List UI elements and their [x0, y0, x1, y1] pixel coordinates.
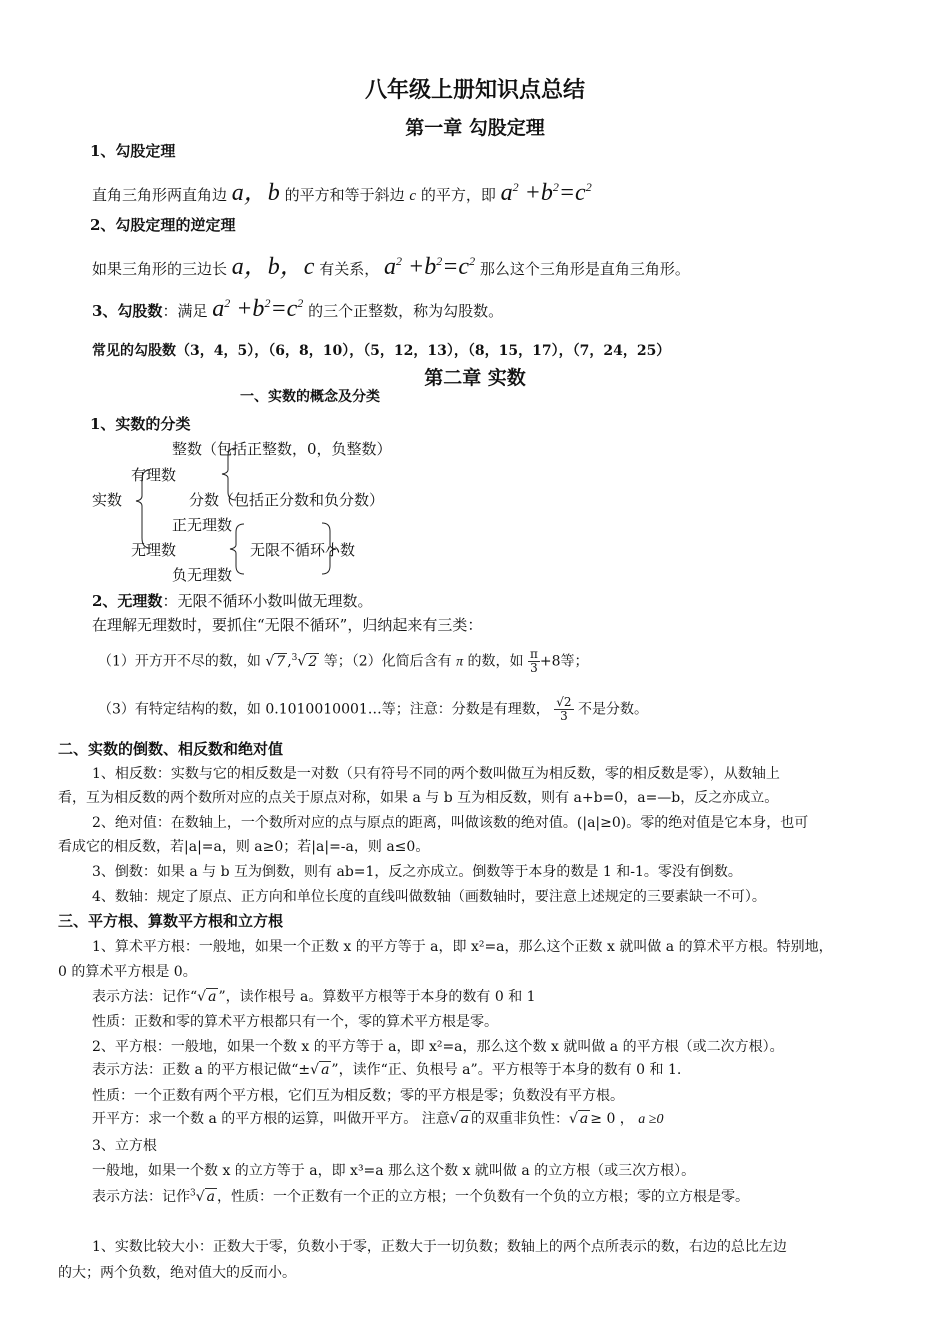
- page-title: 八年级上册知识点总结: [364, 77, 585, 103]
- text: 如果三角形的三边长: [92, 260, 228, 278]
- text: 不是分数。: [578, 701, 648, 718]
- variable: a，b，c: [231, 254, 315, 280]
- tree-node: 无限不循环小数: [250, 541, 356, 559]
- text: ≥ 0 ，: [590, 1111, 634, 1127]
- paragraph: （1）开方开不尽的数，如 √ 7 ,$^3$√ 2 等；（2）化简后含有 π 的数，如 $\frac{\pi}{3}$ +8等；: [98, 647, 589, 675]
- text: 直角三角形两直角边: [92, 186, 228, 204]
- text: 的双重非负性：: [470, 1111, 569, 1127]
- paragraph: 4、数轴：规定了原点、正方向和单位长度的直线叫做数轴（画数轴时，要注意上述规定的三要素缺一不可）。: [92, 889, 766, 905]
- text: 的数，如: [467, 653, 524, 670]
- section-title: 2、勾股定理的逆定理: [90, 216, 236, 234]
- paragraph: 一般地，如果一个数 x 的立方等于 a，即 x³=a 那么这个数 x 就叫做 a 的立方根（或三次方根）。: [92, 1163, 696, 1179]
- denominator: 3: [560, 709, 568, 723]
- formula: $a^2 +b^2=c^2$: [212, 296, 304, 322]
- tree-node: 负无理数: [172, 566, 233, 584]
- tree-node: 有理数: [131, 466, 177, 484]
- text: 有关系，: [319, 260, 380, 278]
- text: 表示方法：正数 a 的平方根记做“: [92, 1062, 299, 1078]
- sqrt-icon: √: [449, 1111, 459, 1127]
- tree-node: 正无理数: [172, 516, 233, 534]
- paragraph: 3、立方根: [92, 1138, 157, 1154]
- tree-node: 无理数: [131, 541, 177, 559]
- paragraph: 1、相反数：实数与它的相反数是一对数（只有符号不同的两个数叫做互为相反数，零的相反数是零），从数轴上: [92, 766, 780, 782]
- numerator: π: [530, 647, 538, 661]
- paragraph: [92, 1059, 681, 1079]
- text: 等；（2）化简后含有: [323, 653, 452, 670]
- text: 的平方，即: [420, 186, 496, 204]
- variable: c: [409, 188, 417, 204]
- paragraph: 在理解无理数时，要抓住“无限不循环”，归纳起来有三类：: [92, 616, 483, 634]
- sqrt-icon: √: [197, 989, 207, 1005]
- text: 表示方法：记作: [92, 1189, 190, 1205]
- text: 的平方和等于斜边: [284, 186, 405, 204]
- paragraph: [92, 986, 536, 1006]
- paragraph: 2、平方根：一般地，如果一个数 x 的平方等于 a，即 x²=a，那么这个数 x 就叫做 a 的平方根（或二次方根）。: [92, 1039, 784, 1055]
- radicand: a: [579, 1111, 589, 1127]
- radicand: a: [206, 1189, 216, 1205]
- sqrt-icon: √: [568, 1111, 578, 1127]
- text: a ≥0: [638, 1112, 664, 1127]
- section-title: 1、实数的分类: [90, 415, 191, 433]
- paragraph: 看成它的相反数，若|a|=a，则 a≥0；若|a|=-a，则 a≤0。: [58, 839, 430, 855]
- numerator: √2: [556, 695, 572, 709]
- text: （1）开方开不尽的数，如: [98, 653, 261, 670]
- text: （3）有特定结构的数，如 0.1010010001…等；注意：分数是有理数，: [98, 701, 550, 718]
- text: 表示方法：记作“: [92, 989, 198, 1005]
- text: 那么这个三角形是直角三角形。: [479, 260, 690, 278]
- cube-root-icon: √: [195, 1189, 205, 1205]
- paragraph: 0 的算术平方根是 0。: [58, 964, 197, 980]
- paragraph: 表示方法：记作$^3$√ a ，性质：一个正数有一个正的立方根；一个负数有一个负的立方根；零的立方根是零。: [92, 1188, 750, 1205]
- formula: $a^2 +b^2=c^2$: [384, 254, 476, 280]
- text: 的三个正整数，称为勾股数。: [308, 302, 504, 320]
- variable: π: [456, 654, 464, 670]
- variable: a，b: [231, 180, 280, 206]
- paragraph: 的大；两个负数，绝对值大的反而小。: [58, 1265, 296, 1281]
- chapter2-heading: 第二章 实数: [424, 367, 526, 389]
- text: ”，读作根号 a。算数平方根等于本身的数有 0 和 1: [218, 989, 536, 1005]
- section-title: 二、实数的倒数、相反数和绝对值: [58, 740, 284, 758]
- text: 开平方：求一个数 a 的平方根的运算，叫做开平方。 注意: [92, 1111, 450, 1127]
- paragraph: 看，互为相反数的两个数所对应的点关于原点对称，如果 a 与 b 互为相反数，则有 a+b=0，a=—b，反之亦成立。: [58, 790, 779, 806]
- radicand: a: [208, 989, 217, 1005]
- paragraph: 2、绝对值：在数轴上，一个数所对应的点与原点的距离，叫做该数的绝对值。(|a|≥0)。零的绝对值是它本身，也可: [92, 815, 809, 831]
- tree-node: 整数（包括正整数，0，负整数）: [172, 440, 392, 458]
- text: ，性质：一个正数有一个正的立方根；一个负数有一个负的立方根；零的立方根是零。: [217, 1189, 750, 1205]
- text: ：无限不循环小数叫做无理数。: [162, 592, 373, 610]
- chapter1-heading: 第一章 勾股定理: [405, 117, 545, 139]
- text: ：满足: [162, 302, 208, 320]
- formula: $a^2 +b^2=c^2$: [500, 180, 592, 206]
- sqrt-icon: √: [265, 653, 275, 670]
- tree-node: 实数: [92, 491, 123, 509]
- radicand: a: [321, 1062, 330, 1078]
- section-title: 三、平方根、算数平方根和立方根: [58, 912, 284, 930]
- paragraph: [92, 1108, 663, 1128]
- fraction: [554, 696, 573, 723]
- label: 3、勾股数: [92, 302, 163, 320]
- radicand: a: [460, 1111, 469, 1127]
- paragraph: 1、实数比较大小：正数大于零，负数小于零，正数大于一切负数；数轴上的两个点所表示的数，右边的总比左边: [92, 1239, 787, 1255]
- paragraph: 1、算术平方根：一般地，如果一个正数 x 的平方等于 a，即 x²=a，那么这个正数 x 就叫做 a 的算术平方根。特别地，: [92, 939, 833, 955]
- radicand: 2: [308, 653, 318, 670]
- common-triples: 常见的勾股数（3，4，5），（6，8，10），（5，12，13），（8，15，17），（7，24，25）: [92, 343, 671, 359]
- paragraph: 性质：一个正数有两个平方根，它们互为相反数；零的平方根是零；负数没有平方根。: [92, 1088, 624, 1104]
- paragraph: 性质：正数和零的算术平方根都只有一个，零的算术平方根是零。: [92, 1014, 498, 1030]
- subheading: 一、实数的概念及分类: [240, 389, 380, 405]
- tree-node: 分数（包括正分数和负分数）: [189, 491, 385, 509]
- plus-minus: ±: [298, 1062, 311, 1078]
- denominator: 3: [530, 661, 538, 675]
- paragraph: [92, 590, 372, 611]
- text: ”，读作“正、负根号 a”。平方根等于本身的数有 0 和 1.: [331, 1062, 682, 1078]
- paragraph: [98, 696, 648, 723]
- label: 2、无理数: [92, 592, 163, 610]
- paragraph: 3、倒数：如果 a 与 b 互为倒数，则有 ab=1，反之亦成立。倒数等于本身的数是 1 和-1。零没有倒数。: [92, 864, 742, 880]
- sqrt-icon: √: [310, 1062, 320, 1078]
- text: +8等；: [539, 653, 589, 670]
- section-title: 1、勾股定理: [90, 142, 176, 160]
- fraction: [528, 648, 540, 675]
- cube-root-icon: √: [297, 653, 307, 670]
- radicand: 7: [276, 653, 286, 670]
